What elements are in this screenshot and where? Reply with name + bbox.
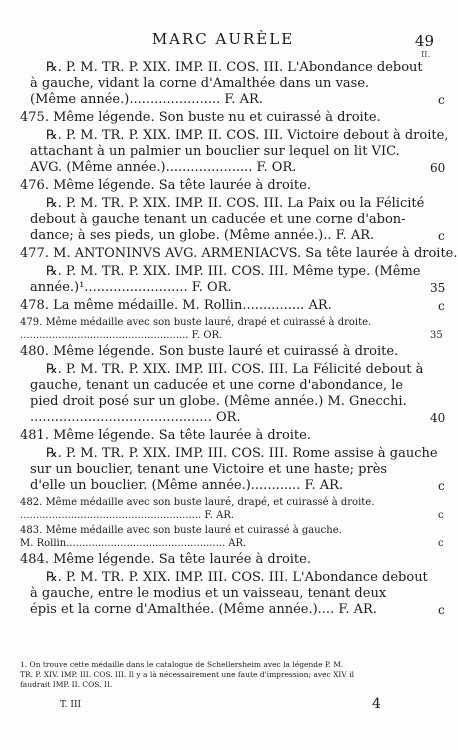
entry-line: (Même année.)...................... F. AR. xyxy=(30,92,263,107)
entry-line: 479. Même médaille avec son buste lauré, drapé et cuirassé à droite. xyxy=(20,317,372,328)
entry-line: à gauche, vidant la corne d'Amalthée dans un vase. xyxy=(30,76,370,91)
entry-line: 483. Même médaille avec son buste lauré et cuirassé à gauche. xyxy=(20,525,342,536)
catalogue-entry xyxy=(20,110,412,126)
catalogue-entry xyxy=(20,428,412,444)
entry-line: 480. Même légende. Son buste lauré et cuirassé à droite. xyxy=(20,344,399,359)
catalogue-entry xyxy=(20,246,458,262)
catalogue-entry xyxy=(20,344,412,360)
rarity-value: 60 xyxy=(430,161,446,175)
entry-line: pied droit posé sur un globe. (Même année.) M. Gnecchi. xyxy=(30,394,407,409)
entry-line: année.)¹......................... F. OR. xyxy=(30,280,232,295)
entry-line: 477. M. ANTONINVS AVG. ARMENIACVS. Sa tête laurée à droite. xyxy=(20,246,458,261)
catalogue-entry: 478. La même médaille. M. Rollin............... AR. c xyxy=(20,298,445,313)
rarity-value: 35 xyxy=(430,281,446,295)
catalogue-entry: ℞. P. M. TR. P. XIX. IMP. II. COS. III. L'Abondance debout à gauche, vidant la corne d'Amalthée dans un vase. (Même année.)...................... F. AR. c xyxy=(20,60,412,108)
entry-line: d'elle un bouclier. (Même année.)............ F. AR. xyxy=(30,478,344,493)
signature-mark: T. III xyxy=(60,700,82,710)
entry-line: 484. Même légende. Sa tête laurée à droite. xyxy=(20,552,311,567)
catalogue-entry xyxy=(20,264,446,296)
entry-line: ℞. P. M. TR. P. XIX. IMP. III. COS. III. La Félicité debout à xyxy=(46,362,424,377)
catalogue-entry: ℞. P. M. TR. P. XIX. IMP. III. COS. III. L'Abondance debout à gauche, entre le modius et un vaisseau, tenant deux épis et la corne d'Amalthée. (Même année.).... F. AR. c xyxy=(20,570,412,618)
entry-line: AVG. (Même année.)..................... F. OR. xyxy=(30,160,297,175)
entry-line: debout à gauche tenant un caducée et une corne d'abon- xyxy=(30,212,406,227)
entry-line: épis et la corne d'Amalthée. (Même année.).... F. AR. xyxy=(30,602,377,617)
rarity-value: 40 xyxy=(430,411,446,425)
entry-line: ............................................ OR. xyxy=(30,410,241,425)
catalogue-entry xyxy=(20,178,412,194)
entry-line: ℞. P. M. TR. P. XIX. IMP. III. COS. III. Même type. (Même xyxy=(46,264,421,279)
page-number: 49 xyxy=(414,32,434,50)
entry-line: 476. Même légende. Sa tête laurée à droite. xyxy=(20,178,311,193)
rarity-value: 35 xyxy=(430,330,443,341)
entry-line: ......................................................... F. AR. xyxy=(20,510,235,521)
running-title: MARC AURÈLE xyxy=(151,30,295,48)
page-header xyxy=(0,28,446,59)
entry-line: ℞. P. M. TR. P. XIX. IMP. III. COS. III. Rome assise à gauche xyxy=(46,446,438,461)
catalogue-entry: 482. Même médaille avec son buste lauré, drapé, et cuirassé à droite. ......................................................... F. AR. c xyxy=(20,497,444,521)
entry-line: 475. Même légende. Son buste nu et cuirassé à droite. xyxy=(20,110,381,125)
footnote-line: TR. P. XIV. IMP. III. COS. III. Il y a là nécessairement une faute d'impression; avec XIV il xyxy=(20,670,354,679)
entry-line: M. Rollin.................................................. AR. xyxy=(20,538,247,549)
catalogue-entry: ℞. P. M. TR. P. XIX. IMP. II. COS. III. La Paix ou la Félicité debout à gauche tenant un caducée et une corne d'abon- dance; à ses pieds, un globe. (Même année.).. F. AR. c xyxy=(20,196,412,244)
entry-line: à gauche, entre le modius et un vaisseau, tenant deux xyxy=(30,586,387,601)
footnote-line: 1. On trouve cette médaille dans le catalogue de Schellersheim avec la légende P. M. xyxy=(20,660,344,669)
catalogue-entry xyxy=(20,128,449,176)
footnote-line: faudrait IMP. II. COS. II. xyxy=(20,680,113,689)
entry-line: attachant à un palmier un bouclier sur lequel on lit VIC. xyxy=(30,144,400,159)
catalogue-entries xyxy=(20,60,458,620)
entry-line: ..................................................... F. OR. xyxy=(20,330,223,341)
page-number-sub: II. xyxy=(421,50,430,59)
catalogue-entry xyxy=(20,316,443,342)
entry-line: 482. Même médaille avec son buste lauré, drapé, et cuirassé à droite. xyxy=(20,497,375,508)
entry-line: gauche, tenant un caducée et une corne d'abondance, le xyxy=(30,378,404,393)
entry-line: ℞. P. M. TR. P. XIX. IMP. II. COS. III. La Paix ou la Félicité xyxy=(46,196,425,211)
catalogue-entry: ℞. P. M. TR. P. XIX. IMP. III. COS. III. Rome assise à gauche sur un bouclier, tenant une Victoire et une haste; près d'elle un bouclier. (Même année.)............ F. AR. c xyxy=(20,446,412,494)
entry-line: dance; à ses pieds, un globe. (Même année.).. F. AR. xyxy=(30,228,375,243)
folio-number: 4 xyxy=(372,696,381,712)
entry-line: ℞. P. M. TR. P. XIX. IMP. II. COS. III. Victoire debout à droite, xyxy=(46,128,449,143)
entry-line: sur un bouclier, tenant une Victoire et une haste; près xyxy=(30,462,388,477)
catalogue-entry: 483. Même médaille avec son buste lauré et cuirassé à gauche. M. Rollin.................................................. AR. c xyxy=(20,525,444,549)
footnote xyxy=(20,660,420,690)
entry-line: ℞. P. M. TR. P. XIX. IMP. III. COS. III. L'Abondance debout xyxy=(46,570,428,585)
entry-line: 481. Même légende. Sa tête laurée à droite. xyxy=(20,428,311,443)
entry-line: 478. La même médaille. M. Rollin............... AR. xyxy=(20,298,332,313)
entry-line: ℞. P. M. TR. P. XIX. IMP. II. COS. III. L'Abondance debout xyxy=(46,60,423,75)
catalogue-entry xyxy=(20,362,446,426)
catalogue-entry xyxy=(20,552,412,568)
